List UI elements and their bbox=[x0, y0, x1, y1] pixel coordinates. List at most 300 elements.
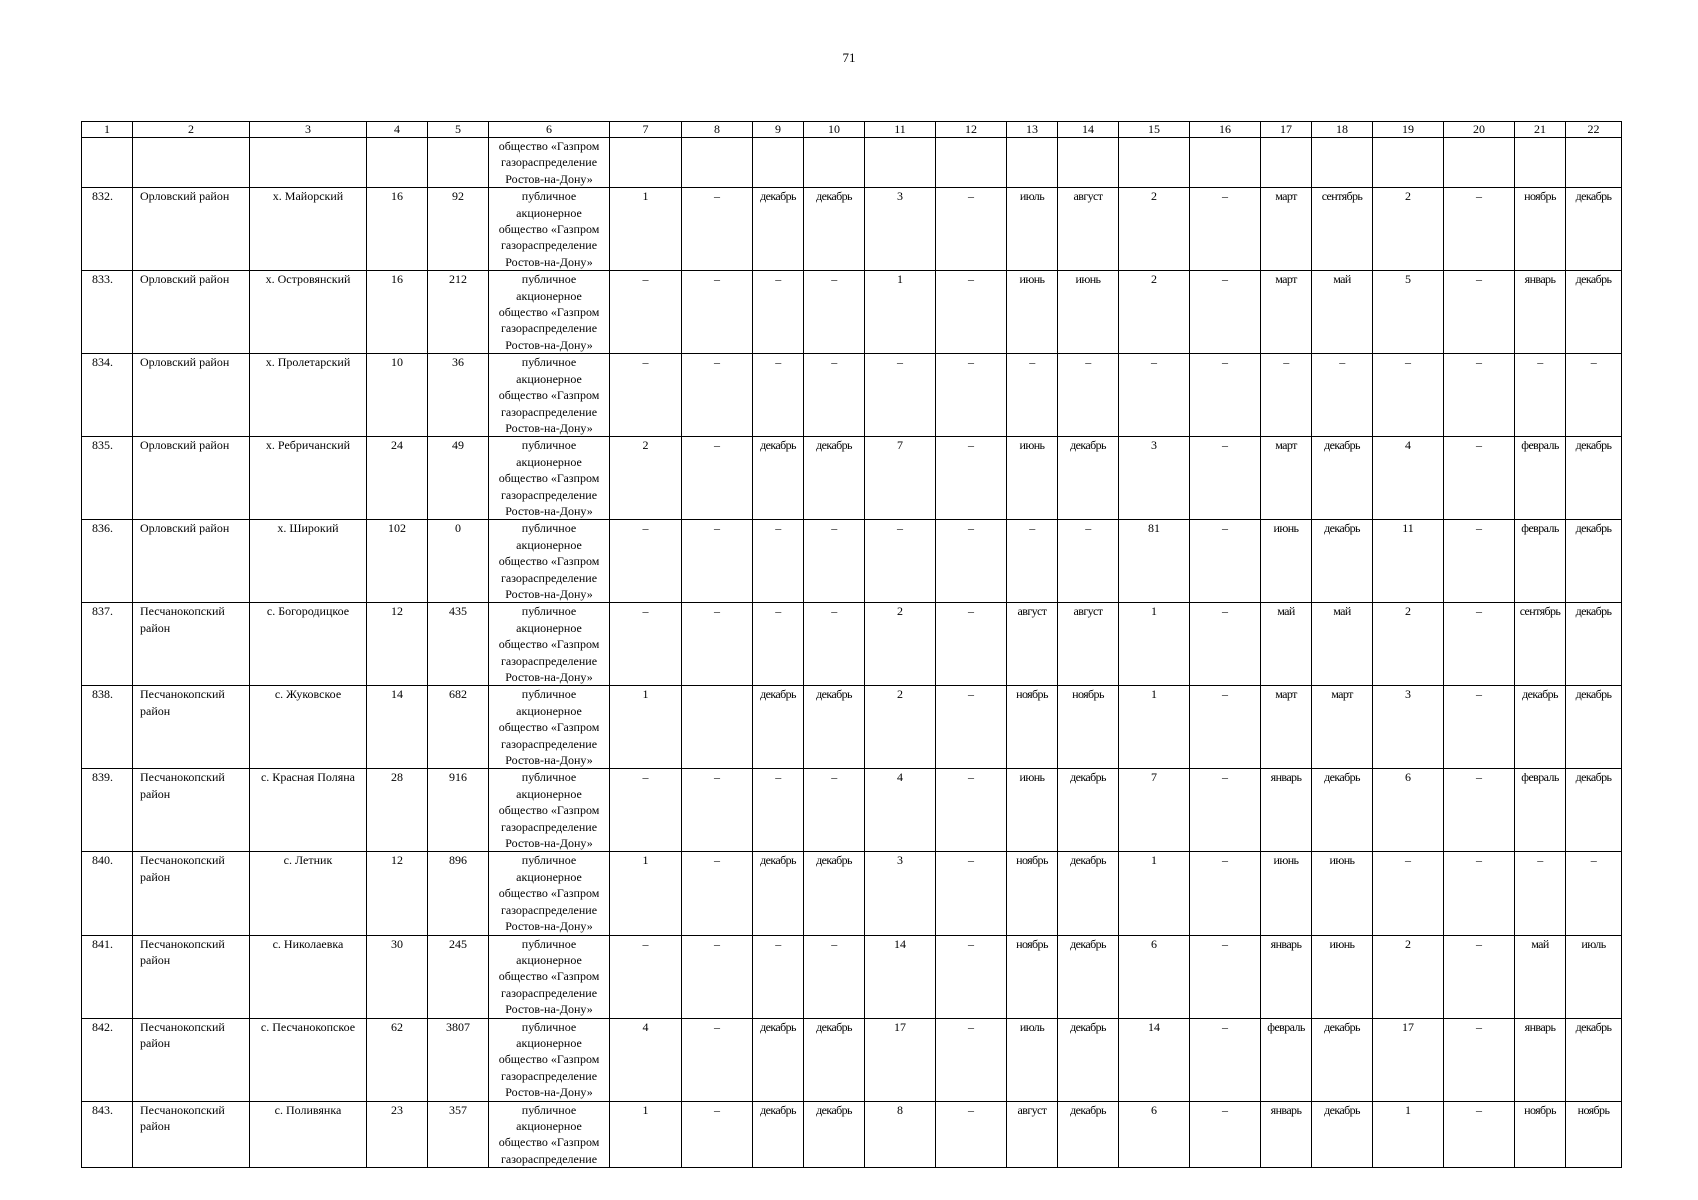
settlement-cell-text: х. Островянский bbox=[265, 272, 351, 287]
row-number-cell bbox=[82, 520, 133, 603]
column-number-21: 21 bbox=[1515, 122, 1566, 138]
value-cell-c4 bbox=[367, 769, 428, 852]
value-cell-c14 bbox=[1058, 935, 1119, 1018]
value-cell-c21 bbox=[1515, 603, 1566, 686]
value-cell-c16 bbox=[1190, 686, 1261, 769]
value-cell-c8 bbox=[682, 271, 753, 354]
table-row bbox=[82, 1018, 1622, 1101]
operator-cell bbox=[489, 1101, 610, 1168]
value-cell-c4 bbox=[367, 354, 428, 437]
value-c18-text: июнь bbox=[1329, 853, 1355, 868]
value-cell-c22 bbox=[1566, 769, 1622, 852]
value-cell-c16 bbox=[1190, 271, 1261, 354]
row-number-cell bbox=[82, 686, 133, 769]
value-cell-c7 bbox=[610, 1018, 682, 1101]
value-cell-c17 bbox=[1261, 437, 1312, 520]
column-number-22: 22 bbox=[1566, 122, 1622, 138]
value-cell-c12 bbox=[936, 852, 1007, 935]
value-cell-c15 bbox=[1119, 935, 1190, 1018]
value-cell-c5 bbox=[428, 1018, 489, 1101]
table-row bbox=[82, 520, 1622, 603]
column-number-19: 19 bbox=[1373, 122, 1444, 138]
value-c22-text: ноябрь bbox=[1577, 1102, 1610, 1117]
value-cell-c20 bbox=[1444, 1018, 1515, 1101]
settlement-cell bbox=[250, 188, 367, 271]
value-c19-text: 5 bbox=[1405, 272, 1411, 287]
value-cell-c10 bbox=[804, 935, 865, 1018]
value-cell-c4 bbox=[367, 520, 428, 603]
district-cell bbox=[133, 1018, 250, 1101]
table-row bbox=[82, 935, 1622, 1018]
value-cell-c9 bbox=[753, 852, 804, 935]
operator-cell-text: публичное акционерное общество «Газпром газораспределение Ростов-на-Дону» bbox=[498, 272, 600, 352]
value-cell-c18 bbox=[1312, 520, 1373, 603]
value-cell-c5 bbox=[428, 354, 489, 437]
district-cell-text: Песчанокопский район bbox=[140, 1102, 225, 1133]
district-cell-text: Орловский район bbox=[140, 189, 230, 204]
row-number-cell bbox=[82, 1101, 133, 1168]
district-cell-text: Песчанокопский район bbox=[140, 604, 225, 635]
value-c17-text: – bbox=[1283, 355, 1289, 370]
value-cell-c15 bbox=[1119, 1101, 1190, 1168]
value-c22-text: декабрь bbox=[1575, 1019, 1612, 1034]
row-number-cell-text: 837. bbox=[92, 604, 113, 619]
value-cell-c9 bbox=[753, 188, 804, 271]
value-cell-c11 bbox=[865, 1018, 936, 1101]
value-cell-c19 bbox=[1373, 437, 1444, 520]
value-c7-text: – bbox=[642, 770, 649, 785]
value-cell-c14 bbox=[1058, 354, 1119, 437]
value-c21-text: – bbox=[1537, 355, 1543, 370]
value-c14-text: декабрь bbox=[1070, 936, 1106, 951]
value-c15-text: 1 bbox=[1151, 604, 1157, 619]
value-c13-text: – bbox=[1029, 521, 1035, 536]
value-c17-text: январь bbox=[1270, 936, 1302, 951]
value-cell-c14 bbox=[1058, 520, 1119, 603]
column-number-2: 2 bbox=[133, 122, 250, 138]
value-c19-text: 2 bbox=[1405, 189, 1411, 204]
value-cell-c20 bbox=[1444, 686, 1515, 769]
value-cell-c5 bbox=[428, 603, 489, 686]
value-c4-text: 62 bbox=[391, 1019, 403, 1034]
value-cell-c10 bbox=[804, 1101, 865, 1168]
value-cell-c5 bbox=[428, 271, 489, 354]
value-c10-text: декабрь bbox=[816, 1102, 852, 1117]
value-cell-c9 bbox=[753, 437, 804, 520]
settlement-cell bbox=[250, 1018, 367, 1101]
value-c8-text: – bbox=[714, 438, 720, 453]
value-c21-text: сентябрь bbox=[1519, 604, 1561, 619]
value-cell-c5 bbox=[428, 852, 489, 935]
value-c9-text: декабрь bbox=[760, 853, 796, 868]
value-cell-c4 bbox=[367, 271, 428, 354]
value-cell-c10 bbox=[804, 271, 865, 354]
value-cell-c12 bbox=[936, 354, 1007, 437]
value-c14-text: – bbox=[1085, 521, 1091, 536]
gasification-schedule-table bbox=[81, 121, 1622, 1168]
table-row bbox=[82, 769, 1622, 852]
value-c16-text: – bbox=[1222, 1102, 1228, 1117]
value-c11-text: – bbox=[897, 521, 903, 536]
value-cell-c8 bbox=[682, 354, 753, 437]
value-cell-c8 bbox=[682, 603, 753, 686]
value-cell-c18 bbox=[1312, 852, 1373, 935]
value-c4-text: 28 bbox=[391, 770, 403, 785]
value-c4-text: 23 bbox=[391, 1102, 403, 1117]
value-cell-c21 bbox=[1515, 354, 1566, 437]
value-c20-text: – bbox=[1476, 853, 1482, 868]
value-c20-text: – bbox=[1476, 1019, 1482, 1034]
value-cell-c17 bbox=[1261, 271, 1312, 354]
value-cell-c9 bbox=[753, 603, 804, 686]
row-number-cell bbox=[82, 354, 133, 437]
value-cell-c12 bbox=[936, 603, 1007, 686]
value-c12-text: – bbox=[968, 272, 974, 287]
value-c20-text: – bbox=[1476, 1102, 1482, 1117]
value-c10-text: – bbox=[831, 604, 837, 619]
value-cell-c14 bbox=[1058, 437, 1119, 520]
district-cell bbox=[133, 603, 250, 686]
operator-cell bbox=[489, 935, 610, 1018]
value-cell-c18 bbox=[1312, 188, 1373, 271]
value-c22-text: – bbox=[1590, 355, 1597, 370]
value-c4-text: 24 bbox=[391, 438, 403, 453]
value-c21-text: февраль bbox=[1521, 521, 1559, 536]
value-c8-text: – bbox=[714, 604, 720, 619]
operator-cell bbox=[489, 354, 610, 437]
value-c7-text: – bbox=[642, 604, 649, 619]
column-number-17: 17 bbox=[1261, 122, 1312, 138]
value-cell-c16 bbox=[1190, 603, 1261, 686]
district-cell-text: Песчанокопский район bbox=[140, 853, 225, 884]
value-c9-text: – bbox=[775, 936, 781, 951]
operator-cell-text: публичное акционерное общество «Газпром газораспределение Ростов-на-Дону» bbox=[498, 853, 600, 934]
settlement-cell-text: с. Песчанокопское bbox=[260, 1019, 356, 1034]
value-cell-c7 bbox=[610, 852, 682, 935]
row-number-cell bbox=[82, 271, 133, 354]
column-number-10: 10 bbox=[804, 122, 865, 138]
value-c12-text: – bbox=[968, 770, 974, 785]
value-c7-text: 1 bbox=[642, 189, 649, 204]
column-number-9: 9 bbox=[753, 122, 804, 138]
settlement-cell bbox=[250, 354, 367, 437]
value-c8-text: – bbox=[714, 355, 720, 370]
value-cell-c15 bbox=[1119, 437, 1190, 520]
value-cell-c12 bbox=[936, 520, 1007, 603]
column-number-14: 14 bbox=[1058, 122, 1119, 138]
value-cell-c16 bbox=[1190, 769, 1261, 852]
value-cell-c10 bbox=[804, 603, 865, 686]
value-cell-c4 bbox=[367, 188, 428, 271]
value-cell-c14 bbox=[1058, 603, 1119, 686]
value-cell-c10 bbox=[804, 852, 865, 935]
district-cell-text: Песчанокопский район bbox=[140, 770, 225, 801]
value-c20-text: – bbox=[1476, 604, 1482, 619]
value-cell-c9 bbox=[753, 1018, 804, 1101]
value-cell-c7 bbox=[610, 603, 682, 686]
column-number-5: 5 bbox=[428, 122, 489, 138]
value-c7-text: – bbox=[642, 355, 649, 370]
value-c19-text: 2 bbox=[1405, 604, 1411, 619]
value-cell-c8 bbox=[682, 769, 753, 852]
value-c21-text: – bbox=[1537, 853, 1543, 868]
value-c16-text: – bbox=[1222, 604, 1228, 619]
value-cell-c7 bbox=[610, 437, 682, 520]
value-cell-c22 bbox=[1566, 1101, 1622, 1168]
value-cell-c4 bbox=[367, 935, 428, 1018]
value-cell-c22 bbox=[1566, 603, 1622, 686]
district-cell bbox=[133, 852, 250, 935]
value-c15-text: 2 bbox=[1151, 272, 1157, 287]
value-cell-c9 bbox=[753, 686, 804, 769]
column-number-3: 3 bbox=[250, 122, 367, 138]
value-cell-c19 bbox=[1373, 1101, 1444, 1168]
row-number-cell-text: 832. bbox=[92, 189, 113, 204]
value-c22-text: декабрь bbox=[1575, 604, 1612, 619]
district-cell-text: Песчанокопский район bbox=[140, 687, 225, 718]
value-c20-text: – bbox=[1476, 189, 1482, 204]
value-c12-text: – bbox=[968, 604, 974, 619]
value-c18-text: декабрь bbox=[1324, 438, 1360, 453]
row-number-cell bbox=[82, 603, 133, 686]
value-c5-text: 0 bbox=[455, 521, 461, 536]
value-c12-text: – bbox=[968, 1102, 974, 1117]
value-cell-c20 bbox=[1444, 188, 1515, 271]
value-cell-c21 bbox=[1515, 769, 1566, 852]
district-cell-text: Песчанокопский район bbox=[140, 1019, 225, 1050]
table-row bbox=[82, 271, 1622, 354]
value-cell-c19 bbox=[1373, 1018, 1444, 1101]
value-c18-text: декабрь bbox=[1324, 521, 1360, 536]
value-c16-text: – bbox=[1222, 272, 1228, 287]
column-number-11: 11 bbox=[865, 122, 936, 138]
settlement-cell-text: с. Красная Поляна bbox=[260, 770, 355, 785]
value-c11-text: 8 bbox=[897, 1102, 903, 1117]
value-cell-c19 bbox=[1373, 520, 1444, 603]
settlement-cell bbox=[250, 271, 367, 354]
value-c20-text: – bbox=[1476, 770, 1482, 785]
value-cell-c15 bbox=[1119, 520, 1190, 603]
value-c4-text: 12 bbox=[391, 604, 403, 619]
value-c4-text: 10 bbox=[391, 355, 403, 370]
value-c16-text: – bbox=[1222, 355, 1228, 370]
value-c22-text: декабрь bbox=[1575, 272, 1612, 287]
value-c12-text: – bbox=[968, 189, 974, 204]
value-c22-text: – bbox=[1590, 853, 1597, 868]
value-c7-text: 4 bbox=[642, 1019, 649, 1034]
value-cell-c20 bbox=[1444, 271, 1515, 354]
value-c14-text: ноябрь bbox=[1072, 687, 1104, 702]
column-number-12: 12 bbox=[936, 122, 1007, 138]
value-cell-c18 bbox=[1312, 603, 1373, 686]
value-cell-c20 bbox=[1444, 520, 1515, 603]
value-c10-text: декабрь bbox=[816, 687, 852, 702]
value-c5-text: 212 bbox=[449, 272, 467, 287]
value-cell-c19 bbox=[1373, 935, 1444, 1018]
value-c7-text: 2 bbox=[642, 438, 649, 453]
value-c20-text: – bbox=[1476, 687, 1482, 702]
value-c18-text: март bbox=[1331, 687, 1353, 702]
settlement-cell bbox=[250, 852, 367, 935]
value-cell-c15 bbox=[1119, 354, 1190, 437]
value-c17-text: март bbox=[1275, 687, 1297, 702]
operator-cell-text: публичное акционерное общество «Газпром газораспределение Ростов-на-Дону» bbox=[498, 438, 600, 518]
value-cell-c19 bbox=[1373, 852, 1444, 935]
value-c12-text: – bbox=[968, 853, 974, 868]
value-cell-c19 bbox=[1373, 686, 1444, 769]
operator-cell bbox=[489, 769, 610, 852]
district-cell-text: Орловский район bbox=[140, 272, 230, 287]
value-cell-c7 bbox=[610, 271, 682, 354]
value-c18-text: сентябрь bbox=[1321, 189, 1363, 204]
value-c17-text: февраль bbox=[1267, 1019, 1305, 1034]
value-c8-text: – bbox=[714, 770, 720, 785]
operator-cell-text: публичное акционерное общество «Газпром газораспределение Ростов-на-Дону» bbox=[498, 770, 600, 851]
value-c19-text: 1 bbox=[1405, 1102, 1411, 1117]
value-cell-c17 bbox=[1261, 520, 1312, 603]
value-cell-c11 bbox=[865, 852, 936, 935]
value-c16-text: – bbox=[1222, 936, 1228, 951]
settlement-cell-text: с. Поливянка bbox=[274, 1102, 342, 1117]
value-cell-c14 bbox=[1058, 188, 1119, 271]
value-cell-c20 bbox=[1444, 354, 1515, 437]
value-cell-c7 bbox=[610, 188, 682, 271]
column-number-7: 7 bbox=[610, 122, 682, 138]
value-c20-text: – bbox=[1476, 438, 1482, 453]
value-cell-c21 bbox=[1515, 1101, 1566, 1168]
district-cell bbox=[133, 271, 250, 354]
value-c19-text: 11 bbox=[1402, 521, 1414, 536]
value-cell-c12 bbox=[936, 188, 1007, 271]
column-number-8: 8 bbox=[682, 122, 753, 138]
value-c11-text: 2 bbox=[897, 604, 903, 619]
value-c16-text: – bbox=[1222, 1019, 1228, 1034]
value-c4-text: 12 bbox=[391, 853, 403, 868]
value-c12-text: – bbox=[968, 687, 974, 702]
value-cell-c11 bbox=[865, 271, 936, 354]
value-cell-c10 bbox=[804, 1018, 865, 1101]
value-cell-c10 bbox=[804, 354, 865, 437]
district-cell-text: Орловский район bbox=[140, 355, 230, 370]
value-cell-c4 bbox=[367, 437, 428, 520]
value-cell-c11 bbox=[865, 1101, 936, 1168]
value-cell-c15 bbox=[1119, 603, 1190, 686]
value-c11-text: 3 bbox=[897, 189, 903, 204]
settlement-cell bbox=[250, 437, 367, 520]
value-c7-text: – bbox=[642, 936, 649, 951]
value-cell-c17 bbox=[1261, 935, 1312, 1018]
row-number-cell-text: 836. bbox=[92, 521, 113, 536]
operator-cell bbox=[489, 520, 610, 603]
value-c15-text: 14 bbox=[1148, 1019, 1160, 1034]
value-c13-text: ноябрь bbox=[1016, 936, 1048, 951]
value-c11-text: 4 bbox=[897, 770, 903, 785]
value-c12-text: – bbox=[968, 355, 974, 370]
value-cell-c5 bbox=[428, 686, 489, 769]
value-cell-c9 bbox=[753, 271, 804, 354]
value-c8-text: – bbox=[714, 521, 720, 536]
value-c17-text: март bbox=[1275, 272, 1297, 287]
value-cell-c14 bbox=[1058, 769, 1119, 852]
column-number-row bbox=[82, 122, 1622, 138]
value-c22-text: декабрь bbox=[1575, 687, 1612, 702]
value-cell-c22 bbox=[1566, 437, 1622, 520]
column-number-6: 6 bbox=[489, 122, 610, 138]
row-number-cell-text: 841. bbox=[92, 936, 113, 951]
value-c8-text: – bbox=[714, 1019, 720, 1034]
operator-cell-text: публичное акционерное общество «Газпром газораспределение Ростов-на-Дону» bbox=[498, 189, 600, 269]
value-cell-c5 bbox=[428, 437, 489, 520]
value-cell-c17 bbox=[1261, 1101, 1312, 1168]
value-cell-c12 bbox=[936, 437, 1007, 520]
value-c7-text: 1 bbox=[642, 1102, 649, 1117]
value-cell-c9 bbox=[753, 354, 804, 437]
district-cell bbox=[133, 520, 250, 603]
settlement-cell bbox=[250, 520, 367, 603]
value-c8-text: – bbox=[714, 272, 720, 287]
value-c9-text: декабрь bbox=[760, 189, 796, 204]
value-cell-c21 bbox=[1515, 935, 1566, 1018]
value-cell-c13 bbox=[1007, 354, 1058, 437]
value-c21-text: февраль bbox=[1521, 770, 1559, 785]
value-cell-c20 bbox=[1444, 769, 1515, 852]
value-cell-c12 bbox=[936, 271, 1007, 354]
value-cell-c19 bbox=[1373, 603, 1444, 686]
settlement-cell-text: х. Ребричанский bbox=[265, 438, 351, 453]
value-cell-c7 bbox=[610, 520, 682, 603]
column-number-18: 18 bbox=[1312, 122, 1373, 138]
value-c17-text: июнь bbox=[1273, 853, 1299, 868]
settlement-cell-text: х. Широкий bbox=[277, 521, 339, 536]
column-number-4: 4 bbox=[367, 122, 428, 138]
value-cell-c17 bbox=[1261, 354, 1312, 437]
value-c11-text: – bbox=[897, 355, 903, 370]
value-c22-text: декабрь bbox=[1575, 521, 1612, 536]
value-cell-c22 bbox=[1566, 271, 1622, 354]
value-c21-text: май bbox=[1531, 936, 1549, 951]
value-cell-c18 bbox=[1312, 1101, 1373, 1168]
value-c19-text: 2 bbox=[1405, 936, 1411, 951]
value-c12-text: – bbox=[968, 521, 974, 536]
value-cell-c13 bbox=[1007, 1101, 1058, 1168]
operator-cell-text: публичное акционерное общество «Газпром газораспределение Ростов-на-Дону» bbox=[498, 936, 600, 1017]
value-cell-c16 bbox=[1190, 437, 1261, 520]
value-c21-text: январь bbox=[1524, 1019, 1556, 1034]
value-c14-text: – bbox=[1085, 355, 1091, 370]
value-cell-c21 bbox=[1515, 271, 1566, 354]
value-cell-c7 bbox=[610, 1101, 682, 1168]
value-c8-text: – bbox=[714, 936, 720, 951]
value-cell-c20 bbox=[1444, 1101, 1515, 1168]
value-c10-text: – bbox=[831, 355, 837, 370]
district-cell bbox=[133, 1101, 250, 1168]
value-c5-text: 245 bbox=[449, 936, 467, 951]
value-cell-c7 bbox=[610, 769, 682, 852]
column-number-1: 1 bbox=[82, 122, 133, 138]
value-cell-c13 bbox=[1007, 852, 1058, 935]
value-cell-c16 bbox=[1190, 354, 1261, 437]
value-c11-text: 7 bbox=[897, 438, 903, 453]
value-c9-text: – bbox=[775, 521, 781, 536]
value-c15-text: 2 bbox=[1151, 189, 1157, 204]
value-c21-text: февраль bbox=[1521, 438, 1559, 453]
value-c15-text: 7 bbox=[1151, 770, 1157, 785]
value-c15-text: 81 bbox=[1148, 521, 1160, 536]
value-c14-text: август bbox=[1073, 604, 1103, 619]
value-cell-c22 bbox=[1566, 935, 1622, 1018]
value-cell-c7 bbox=[610, 935, 682, 1018]
value-c12-text: – bbox=[968, 936, 974, 951]
